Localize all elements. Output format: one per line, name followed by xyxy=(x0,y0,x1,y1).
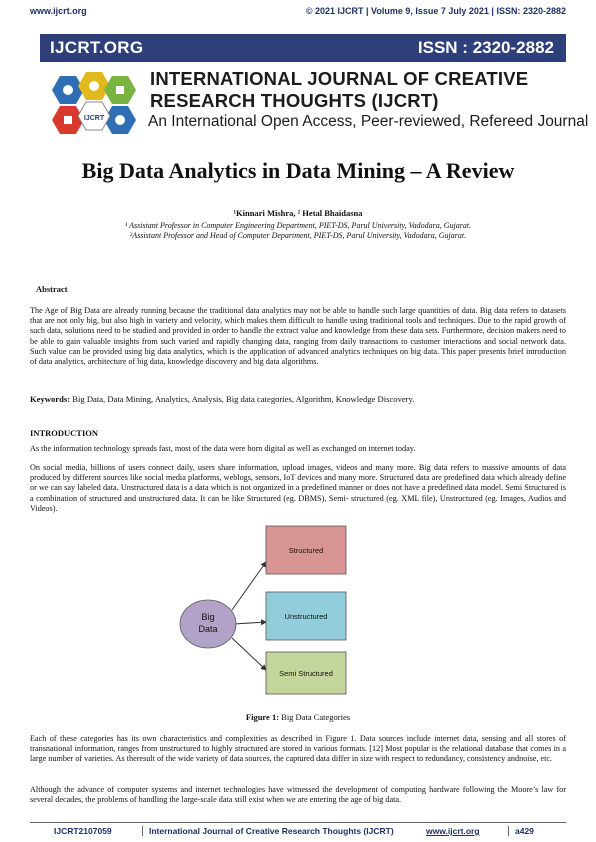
paragraph-3: Each of these categories has its own characteristics and complexities as described in Figure 1. Data sources include internet data, sensing and all stores of transnational information, ranges from unstructured to highly structured are stored in various formats. [12] Most popular is the relational database that comes in a large number of varieties. As theresult of the wide variety of data sources, the captured data differ in size with respect to redundancy, consistency andnoise, etc. xyxy=(30,734,566,764)
figure-caption xyxy=(0,712,596,722)
affiliation-1: ¹ Assistant Professor in Computer Engineering Department, PIET-DS, Parul University, Vadodara, Gujarat. xyxy=(124,221,472,230)
footer-paper-id: IJCRT2107059 xyxy=(54,826,112,836)
big-data-label-line1: Big xyxy=(201,612,215,622)
journal-logo-icon xyxy=(40,70,144,136)
paper-authors: ¹Kinnari Mishra, ² Hetal Bhaidasna xyxy=(233,208,363,218)
banner-site: IJCRT.ORG xyxy=(50,38,144,57)
arrow-to-structured xyxy=(232,562,266,610)
structured-label: Structured xyxy=(288,546,324,555)
figure-caption-text: Big Data Categories xyxy=(279,712,351,722)
semi-structured-label: Semi Structured xyxy=(279,669,333,678)
affiliation-2: ²Assistant Professor and Head of Computer Department, PIET-DS, Parul University, Vadodara, Gujarat. xyxy=(129,231,467,240)
introduction-heading: INTRODUCTION xyxy=(30,428,99,438)
big-data-categories-diagram xyxy=(170,520,360,720)
unstructured-label: Unstructured xyxy=(284,612,328,621)
arrow-to-unstructured xyxy=(234,622,266,624)
abstract-heading: Abstract xyxy=(36,284,68,294)
journal-name-line2: RESEARCH THOUGHTS (IJCRT) xyxy=(150,90,439,111)
journal-subtitle: An International Open Access, Peer-reviewed, Refereed Journal xyxy=(148,113,589,130)
arrow-to-semi-structured xyxy=(232,638,266,670)
journal-name-line1: INTERNATIONAL JOURNAL OF CREATIVE xyxy=(150,68,529,89)
banner-issn: ISSN : 2320-2882 xyxy=(417,38,554,57)
page-footer xyxy=(30,826,566,838)
running-header xyxy=(30,6,566,20)
abstract-text: The Age of Big Data are already running because the traditional data analytics may not be able to handle such large quantities of data. Big data refers to datasets that are not only big, but also high in variety and velocity, which makes them difficult to handle using traditional tools and techniques. Due to the rapid growth of such data, solutions need to be studied and provided in order to handle the extract value and knowledge from these data sets. Furthermore, decision makers need to be able to gain valuable insights from such varied and rapidly changing data, ranging from daily transactions to customer interactions and social network data. Such value can be provided using big data analytics, which is the application of advanced analytics techniques on big data. This paper presents brief introduction of data analytics, architecture of big data, knowledge discovery and big data algorithms. xyxy=(30,306,566,367)
footer-page-number: a429 xyxy=(508,826,534,836)
logo-text: IJCRT xyxy=(83,115,105,122)
issue-line: © 2021 IJCRT | Volume 9, Issue 7 July 2021 | ISSN: 2320-2882 xyxy=(305,6,566,16)
figure-caption-label: Figure 1: xyxy=(245,712,280,722)
footer-url-link[interactable]: www.ijcrt.org xyxy=(426,826,480,836)
keywords xyxy=(30,394,414,404)
intro-paragraph-1: As the information technology spreads fast, most of the data were born digital as well as exchanged on internet today. xyxy=(30,444,416,453)
big-data-label-line2: Data xyxy=(198,624,218,634)
footer-rule xyxy=(30,822,566,823)
intro-paragraph-2: On social media, billions of users connect daily, users share information, upload images, videos and many more. Big data refers to massive amounts of data produced by different sources like social media platforms, weblogs, sensors, IoT devices and many more. Structured data are predefined data which already define or we can say labeled data. Unstructured data is a data which is not organized in a predefined manner or does not have a predefined data model. Semi Structured is a combination of structured and unstructured data. It can be like Structured (eg. DBMS), Semi- structured (eg. XML file), Unstructured (eg. Images, Audios and Videos). xyxy=(30,463,566,513)
keywords-label: Keywords: xyxy=(30,394,71,404)
paper-title: Big Data Analytics in Data Mining – A Review xyxy=(81,158,515,183)
site-url[interactable]: www.ijcrt.org xyxy=(30,6,87,16)
footer-journal: International Journal of Creative Research Thoughts (IJCRT) xyxy=(142,826,394,836)
paragraph-4: Although the advance of computer systems and internet technologies have witnessed the development of computing hardware following the Moore’s law for several decades, the problems of handling the large-scale data still exist when we are entering the age of big data. xyxy=(30,785,566,805)
journal-banner xyxy=(40,34,566,62)
keywords-text: Big Data, Data Mining, Analytics, Analysis, Big data categories, Algorithm, Knowledge Discovery. xyxy=(70,394,415,404)
